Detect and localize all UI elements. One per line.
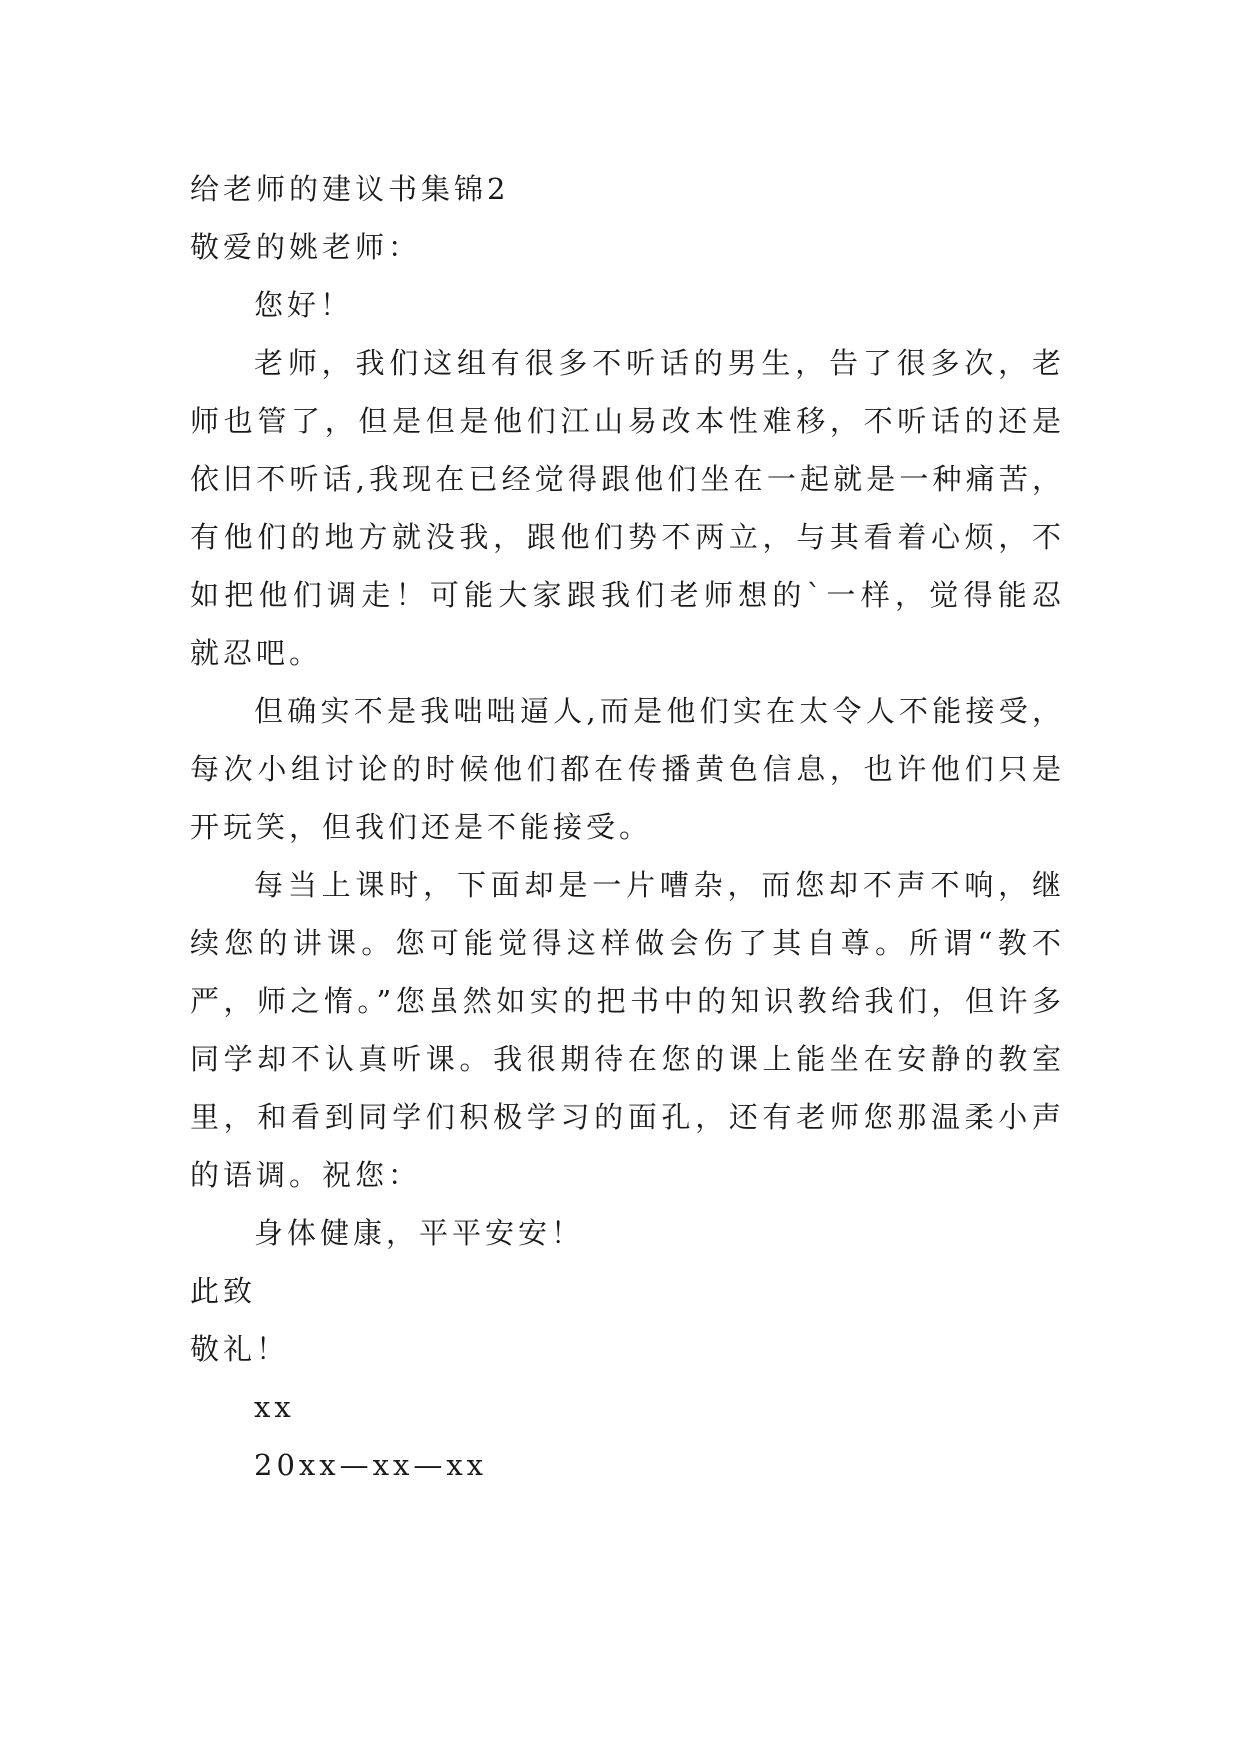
greeting: 您好！	[254, 288, 354, 322]
document-title: 给老师的建议书集锦2	[190, 172, 510, 206]
date: 20xx—xx—xx	[254, 1448, 488, 1482]
paragraph-1: 老师，我们这组有很多不听话的男生，告了很多次，老师也管了，但是但是他们江山易改本性难移，不听话的还是依旧不听话,我现在已经觉得跟他们坐在一起就是一种痛苦，有他们的地方就没我，跟他们势不两立，与其看着心烦，不如把他们调走！可能大家跟我们老师想的`一样，觉得能忍就忍吧。	[190, 346, 1065, 670]
salutation: 敬爱的姚老师：	[190, 230, 422, 264]
paragraph-2: 但确实不是我咄咄逼人,而是他们实在太令人不能接受，每次小组讨论的时候他们都在传播黄色信息，也许他们只是开玩笑，但我们还是不能接受。	[190, 694, 1065, 844]
signature: xx	[254, 1390, 295, 1424]
paragraph-3: 每当上课时，下面却是一片嘈杂，而您却不声不响，继续您的讲课。您可能觉得这样做会伤了其自尊。所谓“教不严，师之惰。”您虽然如实的把书中的知识教给我们，但许多同学却不认真听课。我很期待在您的课上能坐在安静的教室里，和看到同学们积极学习的面孔，还有老师您那温柔小声的语调。祝您：	[190, 868, 1065, 1192]
letter-body	[190, 160, 1065, 1494]
wish: 身体健康，平平安安！	[254, 1216, 585, 1250]
closing-1: 此致	[190, 1274, 257, 1308]
closing-2: 敬礼！	[190, 1332, 290, 1366]
